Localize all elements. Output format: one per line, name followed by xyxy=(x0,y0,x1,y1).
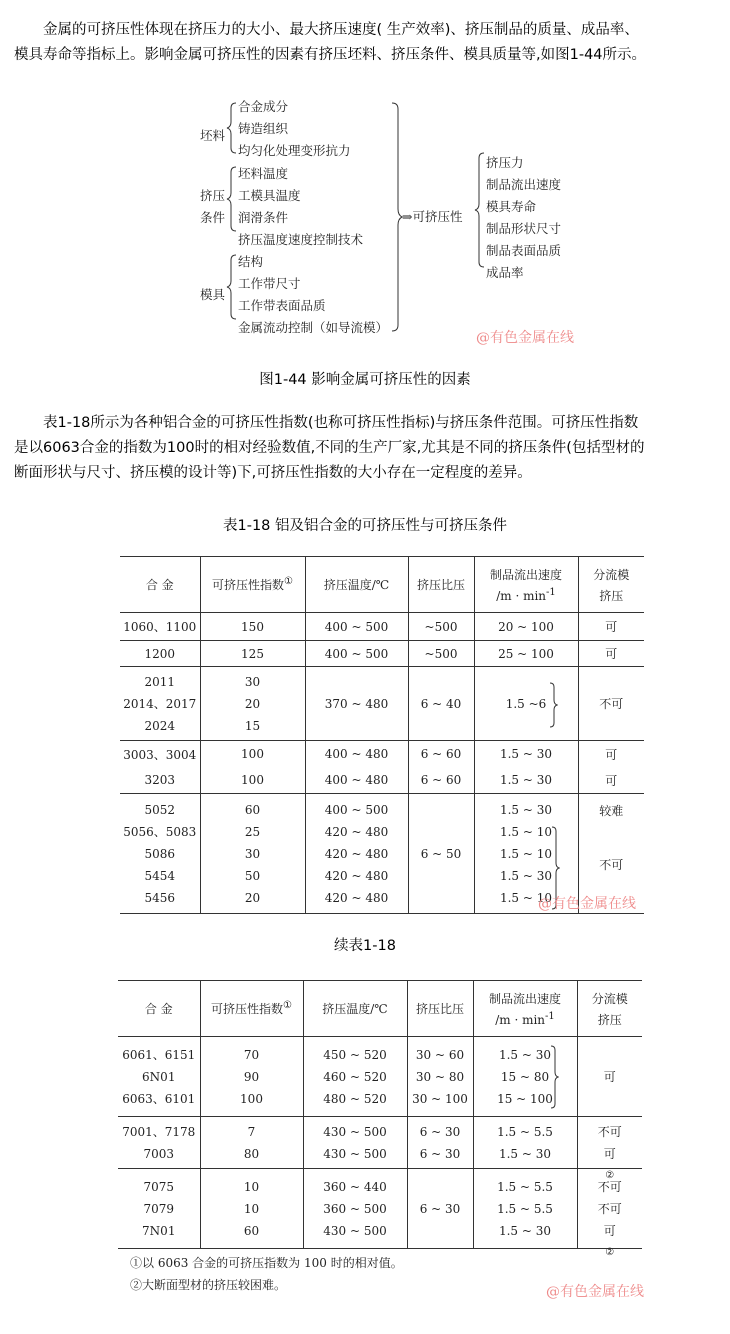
th-alloy: 合 金 xyxy=(120,557,200,613)
brace-icon xyxy=(548,682,558,728)
table-row: 6061、6151 6N01 6063、6101 70 90 100 450 ~ 520 460 ~ 520 480 ~ 520 30 ~ 60 30 ~ 80 30 ~ 100 1.5 ~ 30 15 ~ 80 15 ~ 100 可 xyxy=(118,1037,642,1117)
watermark-table1: @有色金属在线 xyxy=(538,896,636,912)
th-temp: 挤压温度/℃ xyxy=(305,557,408,613)
conditions-item-3: 润滑条件 xyxy=(238,210,289,225)
watermark-table2: @有色金属在线 xyxy=(546,1284,644,1300)
brace-icon xyxy=(549,1045,559,1109)
table1-title: 表1-18 铝及铝合金的可挤压性与可挤压条件 xyxy=(222,518,508,534)
conditions-item-1: 坯料温度 xyxy=(238,166,289,181)
brace-outputs xyxy=(475,153,484,267)
output-item-5: 制品表面品质 xyxy=(486,243,562,258)
table2-header-row: 合 金 可挤压性指数① 挤压温度/℃ 挤压比压 制品流出速度 $/m \cdot \min^{-1}$ 分流模 挤压 xyxy=(118,981,642,1037)
table-row: 5052 5056、5083 5086 5454 5456 60 25 30 50 20 400 ~ 500 420 ~ 480 420 ~ 480 420 ~ 480 420 ~ 480 6 ~ 50 1.5 ~ 30 1.5 ~ 10 1.5 ~ 10 1.5 ~ 30 1.5 ~ 10 较难 不可 xyxy=(120,794,644,914)
footnote-1: ①以 6063 合金的可挤压指数为 100 时的相对值。 xyxy=(130,1256,403,1270)
table-row: 1060、1100 150 400 ~ 500 ~500 20 ~ 100 可 xyxy=(120,613,644,641)
output-item-4: 制品形状尺寸 xyxy=(486,221,562,236)
conditions-item-2: 工模具温度 xyxy=(238,188,301,203)
paragraph-2 xyxy=(14,411,714,486)
table2-title: 续表1-18 xyxy=(334,938,396,954)
billet-item-2: 铸造组织 xyxy=(238,121,289,136)
group-conditions-label-2: 条件 xyxy=(200,210,226,225)
table-row: 7001、7178 7003 7 80 430 ~ 500 430 ~ 500 6 ~ 30 6 ~ 30 1.5 ~ 5.5 1.5 ~ 30 不可 可 ② xyxy=(118,1117,642,1169)
intro-line-1: 金属的可挤压性体现在挤压力的大小、最大挤压速度( 生产效率)、挤压制品的质量、成品率、 xyxy=(43,22,639,38)
table1-header-row xyxy=(120,557,644,613)
intro-line-2: 模具寿命等指标上。影响金属可挤压性的因素有挤压坯料、挤压条件、模具质量等,如图1-44所示。 xyxy=(14,47,647,63)
output-item-1: 挤压力 xyxy=(486,155,524,170)
table-row: 3203 100 400 ~ 480 6 ~ 60 1.5 ~ 30 可 xyxy=(120,768,644,794)
die-item-4: 金属流动控制（如导流模） xyxy=(238,320,389,335)
th-porthole: 分流模 挤压 xyxy=(578,557,644,613)
billet-item-1: 合金成分 xyxy=(238,99,289,114)
para2-line-1: 表1-18所示为各种铝合金的可挤压性指数(也称可挤压性指标)与挤压条件范围。可挤压性指数 xyxy=(43,415,639,431)
group-conditions-label-1: 挤压 xyxy=(200,188,226,203)
footnote-2: ②大断面型材的挤压较困难。 xyxy=(130,1278,287,1292)
brace-conditions xyxy=(227,167,236,231)
watermark-diagram: @有色金属在线 xyxy=(476,330,574,346)
brace-billet xyxy=(227,103,236,153)
conditions-item-4: 挤压温度速度控制技术 xyxy=(238,232,364,247)
table-row: 3003、3004 100 400 ~ 480 6 ~ 60 1.5 ~ 30 可 xyxy=(120,741,644,768)
para2-line-3: 断面形状与尺寸、挤压模的设计等)下,可挤压性指数的大小存在一定程度的差异。 xyxy=(14,465,532,481)
table-row: 2011 2014、2017 2024 30 20 15 370 ~ 480 6 ~ 40 1.5 ~6 不可 xyxy=(120,667,644,741)
die-item-1: 结构 xyxy=(238,254,264,269)
table-1 xyxy=(120,556,644,914)
extrudability-center: ⇒可挤压性 xyxy=(402,209,463,224)
intro-paragraph xyxy=(14,18,714,68)
para2-line-2: 是以6063合金的指数为100时的相对经验数值,不同的生产厂家,尤其是不同的挤压条件(包括型材的 xyxy=(14,440,645,456)
output-item-2: 制品流出速度 xyxy=(486,177,562,192)
figure-caption: 图1-44 影响金属可挤压性的因素 xyxy=(259,372,471,388)
factor-diagram-lines xyxy=(0,95,730,355)
die-item-2: 工作带尺寸 xyxy=(238,276,301,291)
th-speed: 制品流出速度 $/m \cdot \min^{-1}$ xyxy=(474,557,578,613)
output-item-3: 模具寿命 xyxy=(486,199,537,214)
table-row: 7075 7079 7N01 10 10 60 360 ~ 440 360 ~ 500 430 ~ 500 6 ~ 30 1.5 ~ 5.5 1.5 ~ 5.5 1.5 ~ 30 不可 不可 可 ② xyxy=(118,1169,642,1249)
group-die-label: 模具 xyxy=(200,287,226,302)
billet-item-3: 均匀化处理变形抗力 xyxy=(238,143,351,158)
die-item-3: 工作带表面品质 xyxy=(238,298,326,313)
table-row: 1200 125 400 ~ 500 ~500 25 ~ 100 可 xyxy=(120,641,644,667)
th-ratio: 挤压比压 xyxy=(408,557,474,613)
brace-die xyxy=(227,255,236,319)
table-2 xyxy=(118,980,642,1258)
output-item-6: 成品率 xyxy=(486,265,524,280)
brace-all xyxy=(392,103,402,331)
group-billet-label: 坯料 xyxy=(200,128,226,143)
th-index: 可挤压性指数① xyxy=(200,557,305,613)
